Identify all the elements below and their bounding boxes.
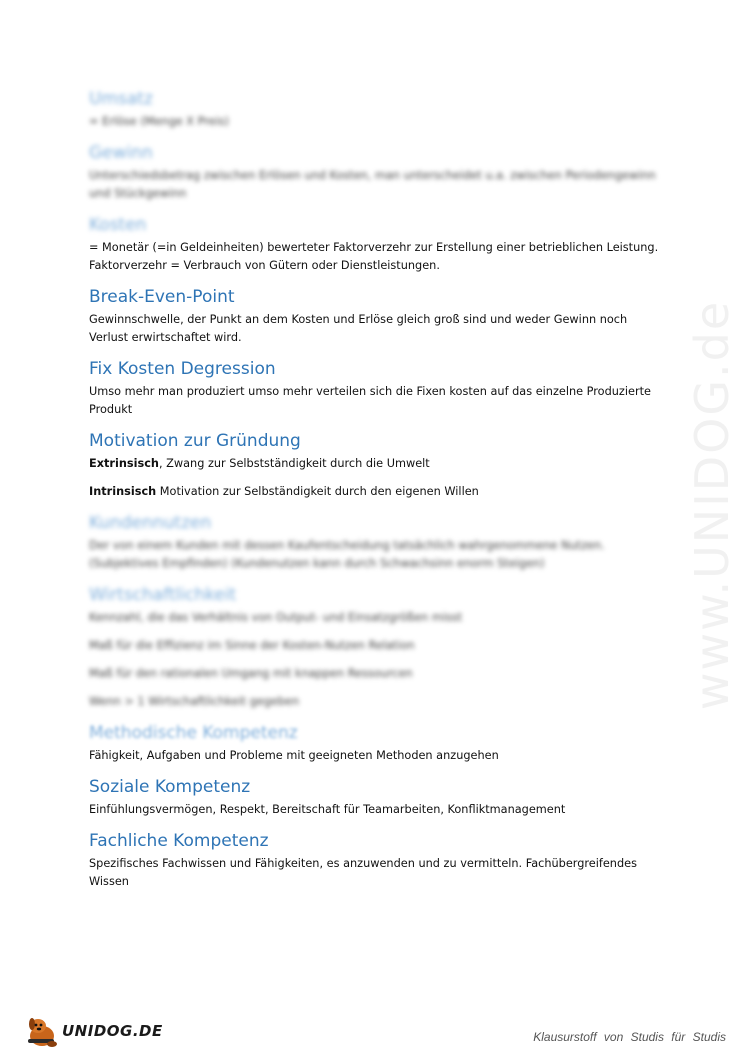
section-kosten <box>89 214 659 275</box>
section-umsatz <box>89 88 659 131</box>
section-kundennutzen <box>89 512 659 573</box>
section-break-even-point <box>89 286 659 347</box>
section-text: Extrinsisch, Zwang zur Selbstständigkeit durch die Umwelt <box>89 457 430 470</box>
section-heading: Gewinn <box>89 143 153 163</box>
section-heading: Fix Kosten Degression <box>89 359 276 379</box>
dog-mascot-icon <box>24 1014 60 1048</box>
section-text: Fähigkeit, Aufgaben und Probleme mit geeigneten Methoden anzugehen <box>89 749 499 762</box>
watermark: www.UNIDOG.de <box>685 299 739 711</box>
section-text: Wenn > 1 Wirtschaftlichkeit gegeben <box>89 695 300 708</box>
section-fachliche-kompetenz <box>89 830 659 891</box>
section-text: Einfühlungsvermögen, Respekt, Bereitschaft für Teamarbeiten, Konfliktmanagement <box>89 803 566 816</box>
section-text: Der von einem Kunden mit dessen Kaufentscheidung tatsächlich wahrgenommene Nutzen. (Subjektives Empfinden) (Kundenutzen kann durch Schwachsinn enorm Steigen) <box>89 539 605 570</box>
section-motivation <box>89 430 659 501</box>
footer-slogan: Klausurstoff von Studis für Studis <box>533 1030 726 1044</box>
section-text: Unterschiedsbetrag zwischen Erlösen und Kosten, man unterscheidet u.a. zwischen Periodengewinn und Stückgewinn <box>89 169 656 200</box>
section-heading: Soziale Kompetenz <box>89 777 251 797</box>
section-text: Maß für den rationalen Umgang mit knappen Ressourcen <box>89 667 413 680</box>
section-heading: Break-Even-Point <box>89 287 235 307</box>
section-text: Intrinsisch Motivation zur Selbständigkeit durch den eigenen Willen <box>89 485 479 498</box>
section-heading: Kundennutzen <box>89 513 212 533</box>
section-heading: Motivation zur Gründung <box>89 431 301 451</box>
section-fix-kosten-degression <box>89 358 659 419</box>
section-text: Kennzahl, die das Verhältnis von Output- und Einsatzgrößen misst <box>89 611 463 624</box>
section-soziale-kompetenz <box>89 776 659 819</box>
section-heading: Fachliche Kompetenz <box>89 831 269 851</box>
section-heading: Methodische Kompetenz <box>89 723 298 743</box>
section-wirtschaftlichkeit <box>89 584 659 711</box>
term-label: Extrinsisch <box>89 457 159 470</box>
section-heading: Kosten <box>89 215 147 235</box>
section-text: = Monetär (=in Geldeinheiten) bewerteter Faktorverzehr zur Erstellung einer betrieblichen Leistung. Faktorverzehr = Verbrauch von Gütern oder Dienstleistungen. <box>89 241 659 272</box>
unidog-logo <box>24 1014 163 1048</box>
section-text: Umso mehr man produziert umso mehr verteilen sich die Fixen kosten auf das einzelne Produzierte Produkt <box>89 385 651 416</box>
section-gewinn <box>89 142 659 203</box>
document-body <box>89 88 659 902</box>
section-text: Maß für die Effizienz im Sinne der Kosten-Nutzen Relation <box>89 639 415 652</box>
logo-text: UNIDOG.DE <box>62 1022 163 1040</box>
section-text: Spezifisches Fachwissen und Fähigkeiten, es anzuwenden und zu vermitteln. Fachübergreifendes Wissen <box>89 857 637 888</box>
term-label: Intrinsisch <box>89 485 157 498</box>
section-heading: Umsatz <box>89 89 153 109</box>
section-heading: Wirtschaftlichkeit <box>89 585 237 605</box>
section-text: = Erlöse (Menge X Preis) <box>89 115 230 128</box>
section-methodische-kompetenz <box>89 722 659 765</box>
section-text: Gewinnschwelle, der Punkt an dem Kosten und Erlöse gleich groß sind und weder Gewinn noch Verlust erwirtschaftet wird. <box>89 313 628 344</box>
